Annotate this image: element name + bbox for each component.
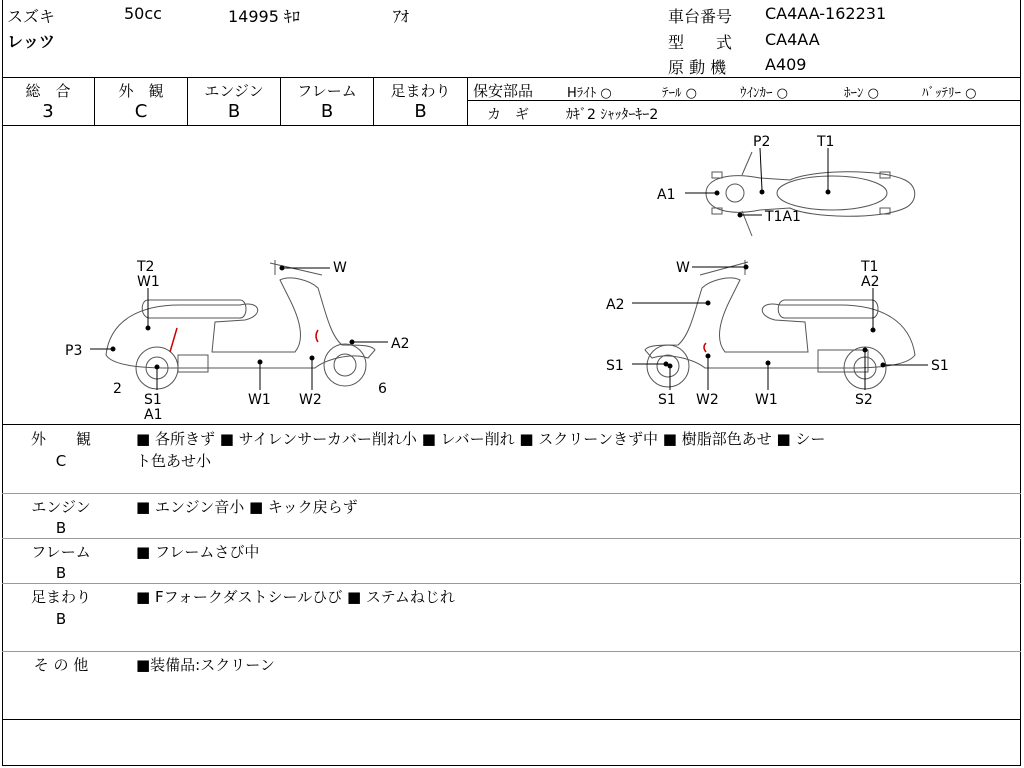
model-name: レッツ [7, 32, 55, 51]
label-w2-right: W2 [696, 392, 719, 408]
type-value: CA4AA [765, 30, 820, 49]
safety-headlight: Hﾗｲﾄ ○ [567, 86, 612, 101]
section-other-text [136, 654, 275, 676]
grade-exterior-label: 外 観 [118, 82, 164, 100]
rule [2, 719, 1021, 720]
frame-no-label: 車台番号 [668, 7, 733, 26]
label-t2: T2 [137, 259, 155, 275]
grade-engine-value: B [227, 101, 241, 122]
grade-total-label: 総 合 [25, 82, 71, 100]
grade-total-value: 3 [42, 101, 54, 122]
label-a2-left: A2 [391, 336, 410, 352]
label-p3: P3 [65, 343, 83, 359]
other-line-1: ■装備品:スクリーン [136, 656, 275, 674]
label-w1-left: W1 [248, 392, 271, 408]
label-t1-right: T1 [861, 259, 879, 275]
key-label: カ ギ [487, 107, 529, 123]
grade-frame-value: B [320, 101, 334, 122]
body-color: ｱｵ [393, 7, 410, 26]
mileage: 14995 ｷﾛ [228, 7, 300, 26]
section-exterior-text [136, 428, 825, 472]
rule [2, 583, 1021, 584]
label-t1a1: T1A1 [765, 209, 801, 225]
safety-horn: ﾎｰﾝ ○ [844, 86, 879, 101]
safety-battery: ﾊﾞｯﾃﾘｰ ○ [922, 86, 977, 101]
label-w1-upper: W1 [137, 274, 160, 290]
label-s2: S2 [855, 392, 873, 408]
rule [2, 424, 1021, 425]
safety-label: 保安部品 [473, 82, 534, 100]
label-w1-right: W1 [755, 392, 778, 408]
label-a1-left: A1 [144, 407, 163, 423]
engine-line-1: ■ エンジン音小 ■ キック戻らず [136, 498, 358, 516]
engine-value: A409 [765, 55, 807, 74]
label-2: 2 [113, 381, 122, 397]
grade-engine-label: エンジン [204, 82, 264, 100]
engine-label: 原 動 機 [668, 58, 727, 77]
section-engine-text [136, 496, 358, 518]
displacement: 50cc [124, 4, 162, 23]
maker: スズキ [7, 7, 56, 26]
section-frame-grade: B [55, 564, 67, 582]
label-w-handle-left: W [333, 260, 347, 276]
label-p2: P2 [753, 134, 771, 150]
rule [2, 651, 1021, 652]
rule [2, 538, 1021, 539]
exterior-line-1: ■ 各所きず ■ サイレンサーカバー削れ小 ■ レバー削れ ■ スクリーンきず中 ■ 樹脂部色あせ ■ シー [136, 430, 826, 448]
section-frame-text [136, 541, 259, 563]
safety-winker: ｳｲﾝｶｰ ○ [740, 86, 788, 101]
suspension-line-1: ■ Fフォークダストシールひび ■ ステムねじれ [136, 588, 455, 606]
grade-suspension-value: B [414, 101, 427, 122]
label-w-handle-right: W [676, 260, 690, 276]
label-w2-left: W2 [299, 392, 322, 408]
section-engine-label: エンジン [31, 498, 91, 516]
grade-suspension-label: 足まわり [390, 82, 451, 100]
section-frame-label: フレーム [31, 543, 91, 561]
label-s1-right-left: S1 [606, 358, 624, 374]
rule [467, 77, 468, 125]
type-label: 型 式 [668, 33, 733, 52]
label-s1-left: S1 [144, 392, 162, 408]
section-other-label: そ の 他 [33, 656, 89, 674]
label-a1-top: A1 [657, 187, 676, 203]
section-suspension-text [136, 586, 455, 608]
rule [2, 77, 1021, 78]
label-s1-right-right: S1 [931, 358, 949, 374]
safety-taillight: ﾃｰﾙ ○ [662, 86, 697, 101]
label-s1-right-bottom: S1 [658, 392, 676, 408]
frame-no: CA4AA-162231 [765, 4, 887, 23]
section-engine-grade: B [55, 519, 67, 537]
section-suspension-grade: B [55, 610, 67, 628]
scooter-top-view [706, 152, 915, 236]
section-exterior-grade: C [55, 452, 67, 470]
section-exterior-label: 外 観 [30, 430, 91, 448]
label-a2-right: A2 [606, 297, 625, 313]
label-t1-top: T1 [817, 134, 835, 150]
label-6: 6 [378, 381, 387, 397]
exterior-line-2: ト色あせ小 [136, 452, 212, 470]
frame-line-1: ■ フレームさび中 [136, 543, 260, 561]
label-a2-right-top: A2 [861, 274, 880, 290]
key-value: ｶｷﾞ2 ｼｬｯﾀｰｷｰ2 [566, 107, 659, 123]
grade-exterior-value: C [134, 101, 148, 122]
rule [2, 493, 1021, 494]
grade-frame-label: フレーム [297, 82, 357, 100]
section-suspension-label: 足まわり [30, 588, 91, 606]
damage-diagram [0, 126, 1024, 424]
